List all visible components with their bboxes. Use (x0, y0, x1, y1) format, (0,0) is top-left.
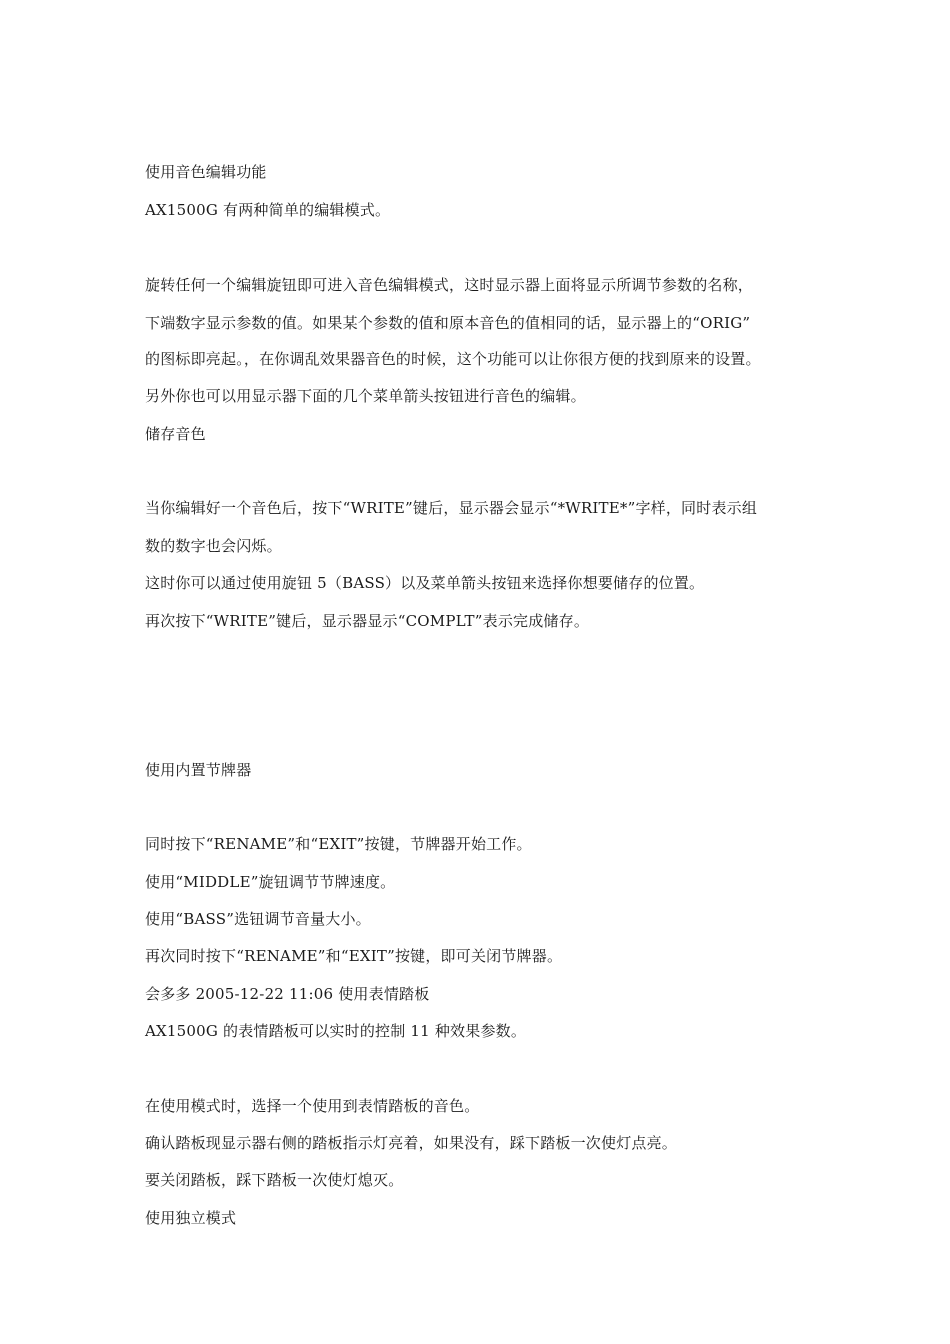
paragraph-line: 同时按下“RENAME”和“EXIT”按键，节牌器开始工作。 (145, 835, 532, 853)
paragraph-line: 下端数字显示参数的值。如果某个参数的值和原本音色的值相同的话，显示器上的“ORIG” (145, 314, 751, 332)
post-meta-line: 会多多 2005-12-22 11:06 使用表情踏板 (145, 985, 430, 1003)
paragraph-line: 再次同时按下“RENAME”和“EXIT”按键，即可关闭节牌器。 (145, 947, 563, 965)
paragraph-line: 再次按下“WRITE”键后，显示器显示“COMPLT”表示完成储存。 (145, 612, 590, 630)
section-heading-save-tone: 储存音色 (145, 425, 206, 443)
paragraph-line: 这时你可以通过使用旋钮 5（BASS）以及菜单箭头按钮来选择你想要储存的位置。 (145, 574, 705, 592)
paragraph-line: 要关闭踏板，踩下踏板一次使灯熄灭。 (145, 1171, 404, 1189)
paragraph-line: 数的数字也会闪烁。 (145, 537, 282, 555)
paragraph-line: 的图标即亮起。，在你调乱效果器音色的时候，这个功能可以让你很方便的找到原来的设置。 (145, 350, 761, 368)
section-heading-tone-edit: 使用音色编辑功能 (145, 163, 267, 181)
paragraph-line: 使用“BASS”选钮调节音量大小。 (145, 910, 371, 928)
paragraph-line: 确认踏板现显示器右侧的踏板指示灯亮着，如果没有，踩下踏板一次使灯点亮。 (145, 1134, 678, 1152)
paragraph-line: 在使用模式时，选择一个使用到表情踏板的音色。 (145, 1097, 480, 1115)
paragraph-line: 另外你也可以用显示器下面的几个菜单箭头按钮进行音色的编辑。 (145, 387, 586, 405)
section-heading-standalone-mode: 使用独立模式 (145, 1209, 237, 1227)
paragraph-line: 旋转任何一个编辑旋钮即可进入音色编辑模式，这时显示器上面将显示所调节参数的名称， (145, 276, 754, 294)
paragraph-line: AX1500G 有两种简单的编辑模式。 (145, 201, 391, 219)
section-heading-metronome: 使用内置节牌器 (145, 761, 252, 779)
paragraph-line: 当你编辑好一个音色后，按下“WRITE”键后，显示器会显示“*WRITE*”字样，同时表示组 (145, 499, 758, 517)
paragraph-line: AX1500G 的表情踏板可以实时的控制 11 种效果参数。 (145, 1022, 527, 1040)
paragraph-line: 使用“MIDDLE”旋钮调节节牌速度。 (145, 873, 396, 891)
